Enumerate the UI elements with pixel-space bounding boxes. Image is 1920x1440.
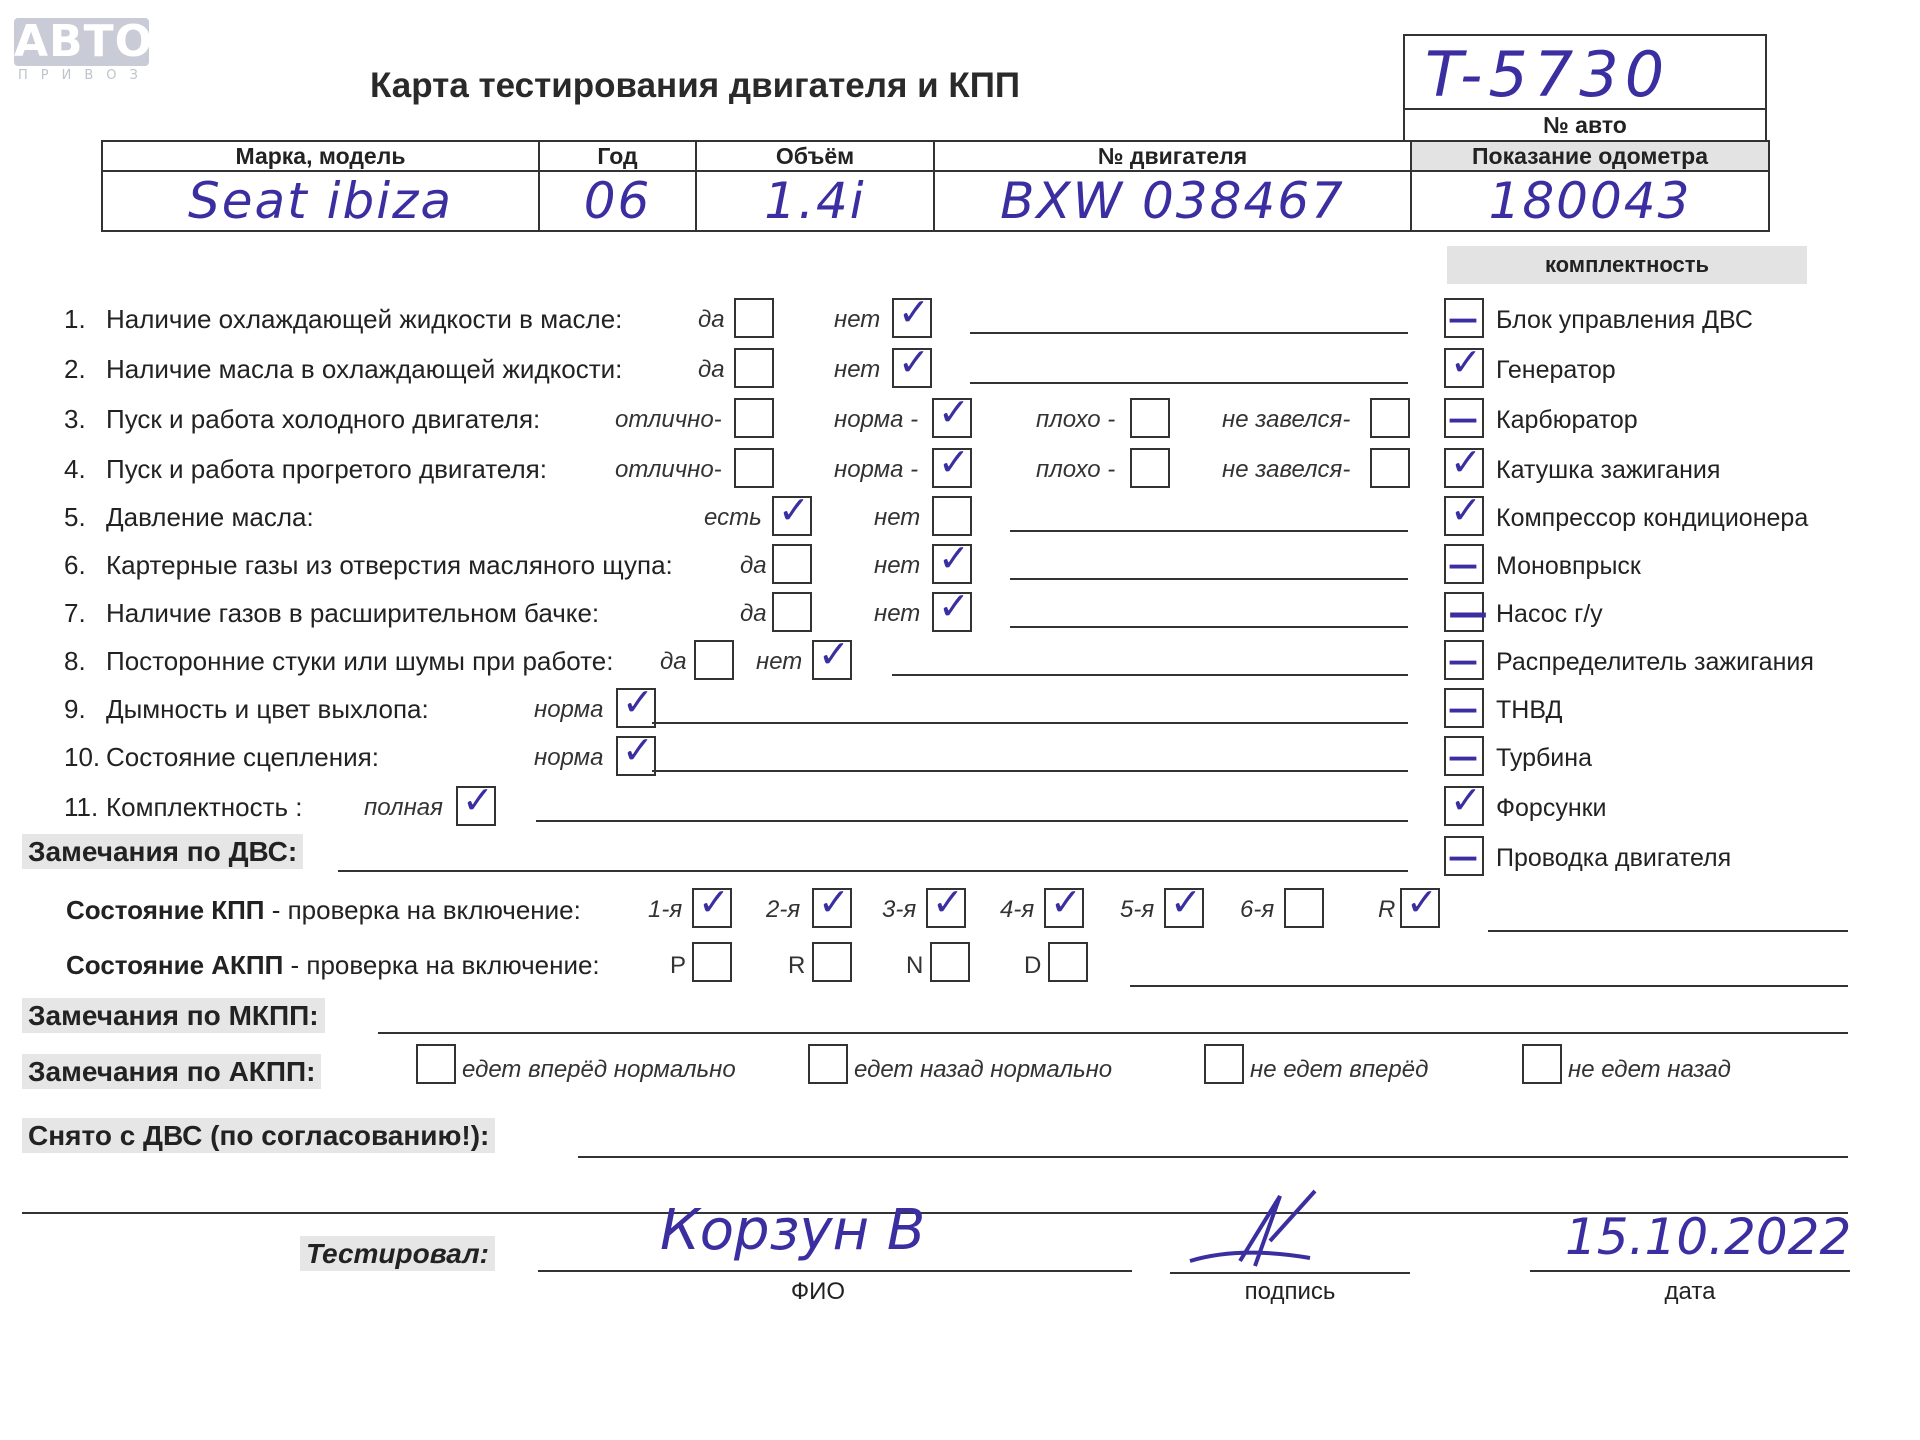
akpp-remark-checkbox[interactable] <box>1204 1044 1244 1084</box>
option-label: норма - <box>834 456 919 483</box>
option-label: полная <box>364 794 443 821</box>
option-label: да <box>660 648 687 675</box>
date-caption: дата <box>1664 1278 1716 1305</box>
gear-label: 5-я <box>1120 896 1155 923</box>
gear-label: 6-я <box>1240 896 1275 923</box>
fio-caption: ФИО <box>790 1278 846 1305</box>
check-mark: ✓ <box>622 680 654 724</box>
date-line <box>1530 1270 1850 1272</box>
option-label: да <box>740 552 767 579</box>
komplekt-item <box>1444 340 1914 388</box>
option-label: нет <box>874 600 921 627</box>
header-value-year: 06 <box>539 171 696 231</box>
komplekt-item-label: Блок управления ДВС <box>1496 306 1753 334</box>
option-checkbox[interactable] <box>772 544 812 584</box>
question-number: 8. <box>64 646 86 676</box>
komplekt-item <box>1444 544 1914 584</box>
akpp-mode-label: D <box>1024 952 1042 979</box>
dash-mark: — <box>1448 840 1478 875</box>
gear-checkbox[interactable] <box>1044 880 1084 928</box>
dash-mark: — <box>1448 302 1478 337</box>
date-value: 15.10.2022 <box>1565 1208 1852 1266</box>
zam-akpp-label: Замечания по АКПП: <box>22 1056 321 1088</box>
question-line <box>892 674 1408 676</box>
question-line <box>1010 530 1408 532</box>
option-label: да <box>698 356 725 383</box>
option-label: не завелся- <box>1222 406 1351 433</box>
gear-checkbox[interactable] <box>1164 880 1204 928</box>
komplekt-checkbox[interactable] <box>1444 836 1484 876</box>
auto-number-value: T-5730 <box>1425 38 1671 111</box>
komplekt-item-label: Карбюратор <box>1496 406 1638 434</box>
komplekt-item-label: Компрессор кондиционера <box>1496 504 1809 532</box>
option-checkbox[interactable] <box>932 440 972 488</box>
komplekt-item-label: Распределитель зажигания <box>1496 648 1814 676</box>
question-line <box>970 332 1408 334</box>
dash-mark: — <box>1448 692 1478 727</box>
akpp-mode-checkbox[interactable] <box>812 942 852 982</box>
sign-caption: подпись <box>1244 1278 1336 1305</box>
question-text: Наличие газов в расширительном бачке: <box>106 598 600 628</box>
dash-mark: — <box>1448 644 1478 679</box>
option-label: норма <box>534 744 604 771</box>
option-checkbox[interactable] <box>694 640 734 680</box>
tested-label: Тестировал: <box>300 1238 495 1270</box>
zam-mkpp-label: Замечания по МКПП: <box>22 1000 325 1032</box>
check-mark: ✓ <box>938 440 970 484</box>
akpp-mode-label: N <box>906 952 924 979</box>
check-mark: ✓ <box>1450 340 1482 384</box>
akpp-mode-label: P <box>670 952 687 979</box>
option-label: да <box>698 306 725 333</box>
sign-line <box>1170 1272 1410 1274</box>
option-checkbox[interactable] <box>1130 448 1170 488</box>
option-checkbox[interactable] <box>1370 448 1410 488</box>
check-mark: ✓ <box>778 488 810 532</box>
question-number: 7. <box>64 598 86 628</box>
option-checkbox[interactable] <box>734 448 774 488</box>
option-checkbox[interactable] <box>932 496 972 536</box>
zam-mkpp-line <box>378 1032 1848 1034</box>
option-label: нет <box>834 306 881 333</box>
option-label: отлично- <box>615 456 722 483</box>
komplekt-checkbox[interactable] <box>1444 340 1484 388</box>
question-number: 4. <box>64 454 86 484</box>
question-text: Картерные газы из отверстия масляного щупа: <box>106 550 673 580</box>
auto-number-box <box>1403 34 1767 110</box>
akpp-label: Состояние АКПП - проверка на включение: <box>66 950 600 980</box>
question-text: Пуск и работа прогретого двигателя: <box>106 454 547 484</box>
signature-drawing <box>1180 1186 1360 1276</box>
option-label: нет <box>874 552 921 579</box>
check-mark: ✓ <box>698 880 730 924</box>
check-mark: ✓ <box>938 390 970 434</box>
gear-checkbox[interactable] <box>812 880 852 928</box>
option-label: плохо - <box>1036 406 1116 433</box>
komplekt-item <box>1444 836 1914 876</box>
zam-dvs-label: Замечания по ДВС: <box>22 836 303 868</box>
komplekt-checkbox[interactable] <box>1444 440 1484 488</box>
komplekt-item-label: Турбина <box>1496 744 1592 772</box>
check-mark: ✓ <box>1170 880 1202 924</box>
gear-checkbox[interactable] <box>1284 888 1324 928</box>
komplekt-item <box>1444 398 1914 438</box>
komplekt-item-label: Моновпрыск <box>1496 552 1641 580</box>
komplekt-checkbox[interactable] <box>1444 778 1484 826</box>
komplekt-checkbox[interactable] <box>1444 398 1484 438</box>
check-mark: ✓ <box>938 536 970 580</box>
question-text: Наличие охлаждающей жидкости в масле: <box>106 304 623 334</box>
option-label: норма - <box>834 406 919 433</box>
option-label: есть <box>704 504 762 531</box>
komplekt-item <box>1444 736 1914 776</box>
option-checkbox[interactable] <box>734 398 774 438</box>
question-line <box>1010 578 1408 580</box>
auto-number-label: № авто <box>1403 108 1767 140</box>
question-line <box>1010 626 1408 628</box>
question-number: 10. <box>64 742 101 772</box>
komplekt-item <box>1444 590 1914 636</box>
header-label-engine-no: № двигателя <box>934 141 1411 171</box>
komplekt-title: комплектность <box>1447 246 1807 284</box>
logo-main: АВТО <box>14 16 154 67</box>
option-checkbox[interactable] <box>1130 398 1170 438</box>
akpp-remark-checkbox[interactable] <box>808 1044 848 1084</box>
header-value-engine-no: BXW 038467 <box>934 171 1411 231</box>
option-checkbox[interactable] <box>772 592 812 632</box>
question-number: 3. <box>64 404 86 434</box>
question-text: Пуск и работа холодного двигателя: <box>106 404 541 434</box>
header-value-volume: 1.4i <box>696 171 934 231</box>
question-number: 11. <box>64 792 99 822</box>
option-label: не завелся- <box>1222 456 1351 483</box>
question-text: Дымность и цвет выхлопа: <box>106 694 429 724</box>
option-checkbox[interactable] <box>932 536 972 584</box>
gear-checkbox[interactable] <box>926 880 966 928</box>
akpp-remark-checkbox[interactable] <box>416 1044 456 1084</box>
check-mark: ✓ <box>898 290 930 334</box>
option-label: нет <box>834 356 881 383</box>
header-label-year: Год <box>539 141 696 171</box>
komplekt-checkbox[interactable] <box>1444 488 1484 536</box>
question-line <box>652 722 1408 724</box>
komplekt-checkbox[interactable] <box>1444 736 1484 776</box>
option-checkbox[interactable] <box>734 348 774 388</box>
check-mark: ✓ <box>932 880 964 924</box>
question-text: Давление масла: <box>106 502 314 532</box>
question-number: 5. <box>64 502 86 532</box>
option-label: плохо - <box>1036 456 1116 483</box>
scribble-mark: — <box>1448 590 1488 636</box>
komplekt-checkbox[interactable] <box>1444 640 1484 680</box>
question-line <box>970 382 1408 384</box>
option-checkbox[interactable] <box>616 680 656 728</box>
komplekt-item <box>1444 298 1914 338</box>
page-title: Карта тестирования двигателя и КПП <box>370 66 1021 105</box>
logo-sub: ПРИВОЗ <box>18 68 151 83</box>
question-text: Комплектность : <box>106 792 303 822</box>
check-mark: ✓ <box>622 728 654 772</box>
akpp-remark-label: едет назад нормально <box>854 1056 1113 1083</box>
fio-line <box>538 1270 1132 1272</box>
check-mark: ✓ <box>938 584 970 628</box>
akpp-mode-checkbox[interactable] <box>1048 942 1088 982</box>
komplekt-item-label: Насос г/у <box>1496 600 1603 628</box>
komplekt-item-label: Форсунки <box>1496 794 1607 822</box>
komplekt-item <box>1444 778 1914 826</box>
option-checkbox[interactable] <box>892 340 932 388</box>
akpp-mode-label: R <box>788 952 806 979</box>
header-label-model: Марка, модель <box>102 141 539 171</box>
kpp-line <box>1488 930 1848 932</box>
option-label: нет <box>874 504 921 531</box>
header-value-model: Seat ibiza <box>102 171 539 231</box>
check-mark: ✓ <box>818 880 850 924</box>
dash-mark: — <box>1448 740 1478 775</box>
gear-label: 2-я <box>766 896 801 923</box>
option-checkbox[interactable] <box>932 390 972 438</box>
komplekt-checkbox[interactable] <box>1444 688 1484 728</box>
question-number: 9. <box>64 694 86 724</box>
option-checkbox[interactable] <box>1370 398 1410 438</box>
header-label-odometer: Показание одометра <box>1411 141 1769 171</box>
gear-label: 1-я <box>648 896 683 923</box>
akpp-remark-label: не едет вперёд <box>1250 1056 1429 1083</box>
dash-mark: — <box>1448 402 1478 437</box>
check-mark: ✓ <box>818 632 850 676</box>
komplekt-item <box>1444 640 1914 680</box>
komplekt-item <box>1444 688 1914 728</box>
fio-value: Корзун В <box>660 1198 926 1263</box>
gear-label: 3-я <box>882 896 917 923</box>
akpp-remark-checkbox[interactable] <box>1522 1044 1562 1084</box>
komplekt-checkbox[interactable] <box>1444 544 1484 584</box>
komplekt-item-label: Генератор <box>1496 356 1616 384</box>
check-mark: ✓ <box>1406 880 1438 924</box>
komplekt-item-label: Проводка двигателя <box>1496 844 1732 872</box>
option-checkbox[interactable] <box>616 728 656 776</box>
header-value-odometer: 180043 <box>1411 171 1769 231</box>
option-checkbox[interactable] <box>932 584 972 632</box>
logo <box>14 16 154 83</box>
option-label: отлично- <box>615 406 722 433</box>
komplekt-item-label: ТНВД <box>1496 696 1563 724</box>
question-number: 1. <box>64 304 86 334</box>
zam-dvs-line <box>338 870 1408 872</box>
gear-checkbox[interactable] <box>692 880 732 928</box>
komplekt-item <box>1444 440 1914 488</box>
check-mark: ✓ <box>898 340 930 384</box>
header-table <box>101 140 1770 232</box>
question-line <box>536 820 1408 822</box>
gear-label: R <box>1378 896 1396 923</box>
check-mark: ✓ <box>1450 488 1482 532</box>
snyato-line <box>578 1156 1848 1158</box>
gear-checkbox[interactable] <box>1400 880 1440 928</box>
option-label: нет <box>756 648 803 675</box>
komplekt-item-label: Катушка зажигания <box>1496 456 1721 484</box>
check-mark: ✓ <box>1450 440 1482 484</box>
option-checkbox[interactable] <box>812 632 852 680</box>
akpp-remark-label: не едет назад <box>1568 1056 1731 1083</box>
header-label-volume: Объём <box>696 141 934 171</box>
option-checkbox[interactable] <box>456 778 496 826</box>
question-text: Посторонние стуки или шумы при работе: <box>106 646 614 676</box>
komplekt-item <box>1444 488 1914 536</box>
akpp-mode-checkbox[interactable] <box>692 942 732 982</box>
option-checkbox[interactable] <box>734 298 774 338</box>
akpp-remark-label: едет вперёд нормально <box>462 1056 736 1083</box>
komplekt-checkbox[interactable] <box>1444 298 1484 338</box>
check-mark: ✓ <box>462 778 494 822</box>
option-label: норма <box>534 696 604 723</box>
komplekt-checkbox[interactable] <box>1444 590 1488 636</box>
kpp-label: Состояние КПП - проверка на включение: <box>66 895 581 925</box>
akpp-mode-checkbox[interactable] <box>930 942 970 982</box>
question-number: 2. <box>64 354 86 384</box>
check-mark: ✓ <box>1450 778 1482 822</box>
check-mark: ✓ <box>1050 880 1082 924</box>
question-text: Состояние сцепления: <box>106 742 379 772</box>
dash-mark: — <box>1448 548 1478 583</box>
option-checkbox[interactable] <box>772 488 812 536</box>
akpp-line <box>1130 985 1848 987</box>
snyato-label: Снято с ДВС (по согласованию!): <box>22 1120 495 1152</box>
gear-label: 4-я <box>1000 896 1035 923</box>
question-line <box>652 770 1408 772</box>
question-text: Наличие масла в охлаждающей жидкости: <box>106 354 623 384</box>
option-checkbox[interactable] <box>892 290 932 338</box>
option-label: да <box>740 600 767 627</box>
question-number: 6. <box>64 550 86 580</box>
